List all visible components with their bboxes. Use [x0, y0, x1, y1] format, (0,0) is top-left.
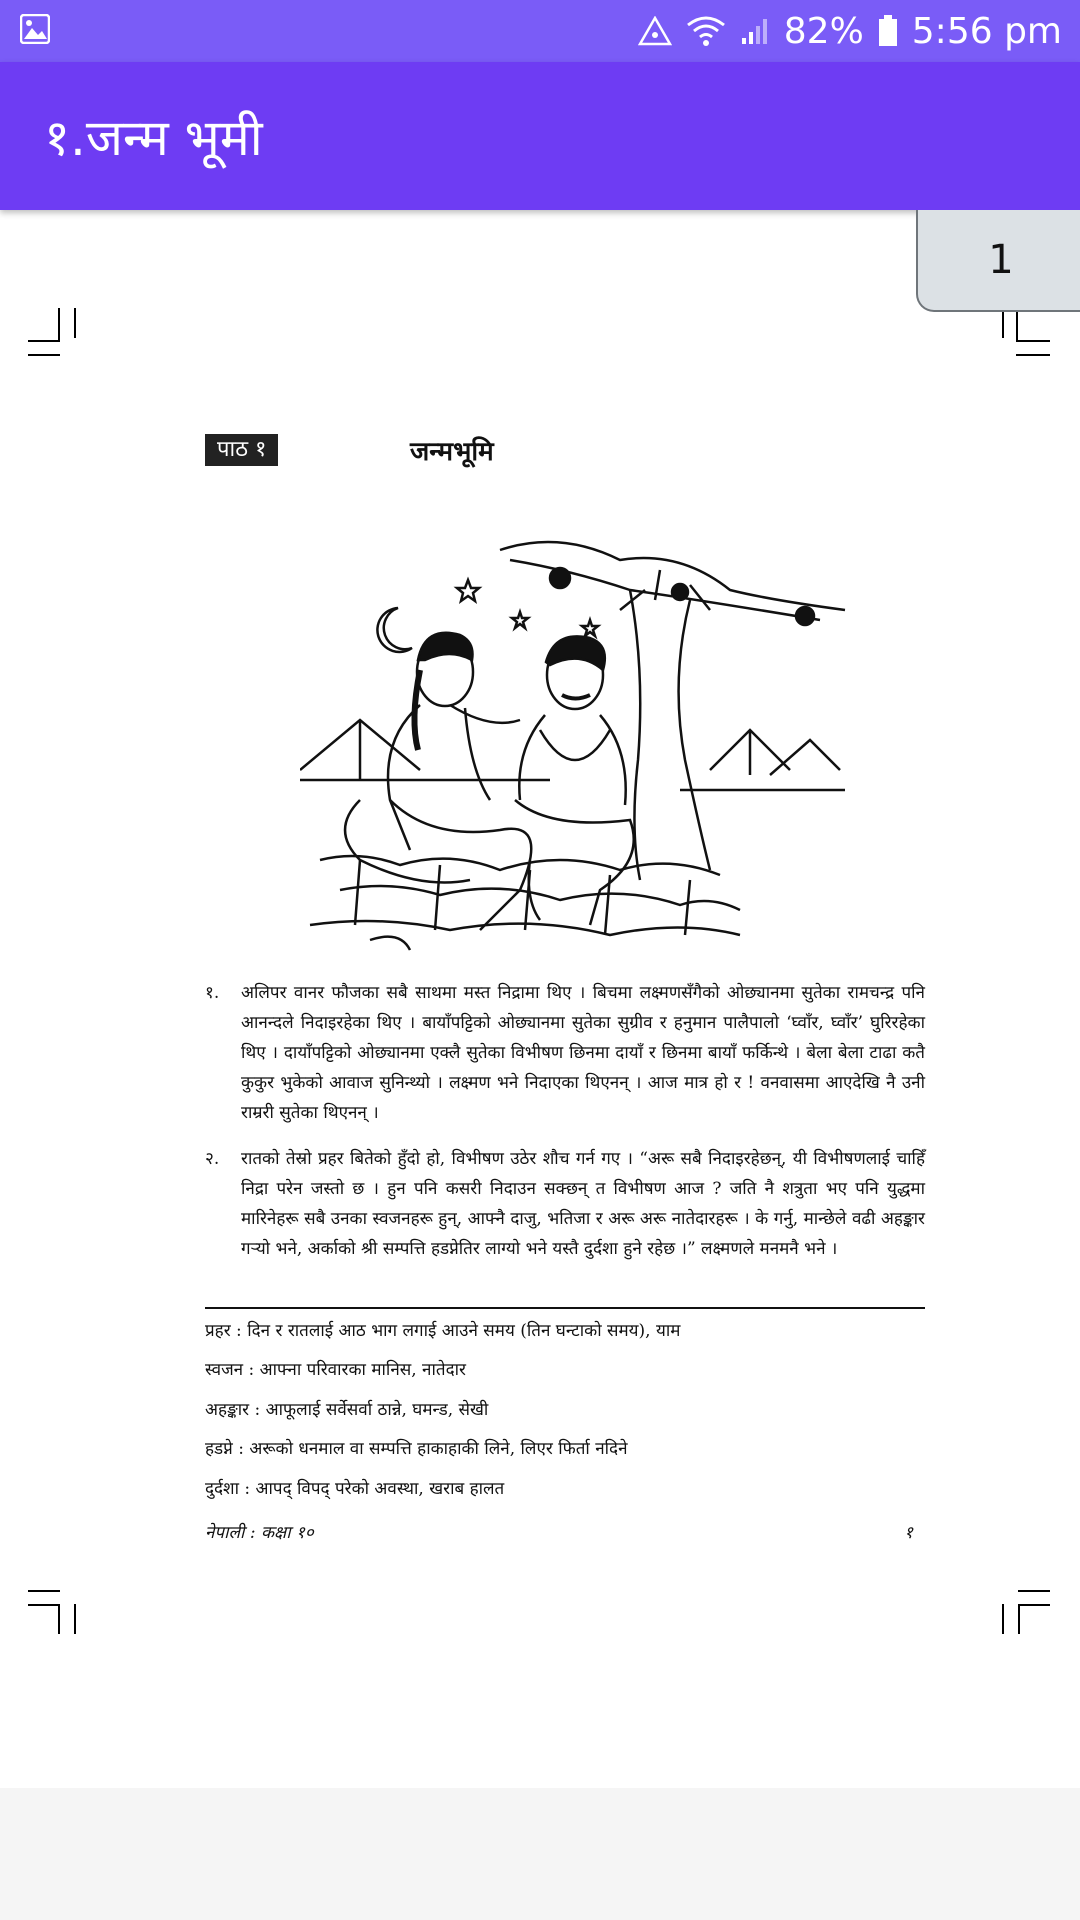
status-bar [0, 0, 1080, 62]
crop-mark-top-right [998, 308, 1058, 368]
paragraph-text: अलिपर वानर फौजका सबै साथमा मस्त निद्रामा थिए । बिचमा लक्ष्मणसँगैको ओछ्यानमा सुतेका रामचन्द्र पनि आनन्दले निदाइरहेका थिए । बायाँपट्टिको ओछ्यानमा सुतेका सुग्रीव र हनुमान पालैपालो ‘घ्वाँर, घ्वाँर’ घुरिरहेका थिए । दायाँपट्टिको ओछ्यानमा एक्लै सुतेका विभीषण छिनमा दायाँ र छिनमा बायाँ फर्किन्थे । बेला बेला टाढा कतै कुकुर भुकेको आवाज सुनिन्थ्यो । लक्ष्मण भने निदाएका थिएनन् । आज मात्र हो र ! वनवासमा आएदेखि नै उनी राम्ररी सुतेका थिएनन् । [241, 983, 925, 1123]
page-number: 1 [988, 237, 1014, 283]
crop-mark-bottom-right [998, 1590, 1058, 1650]
app-bar [0, 62, 1080, 210]
crop-mark-top-left [28, 308, 88, 368]
crop-mark-bottom-left [28, 1590, 88, 1650]
glossary-item: स्वजन : आफ्ना परिवारका मानिस, नातेदार [205, 1360, 466, 1380]
battery-icon [878, 15, 898, 47]
hotspot-icon [638, 16, 672, 46]
page-title: १.जन्म भूमी [44, 109, 263, 167]
document-page[interactable] [0, 210, 1080, 1788]
lesson-badge: पाठ १ [205, 434, 278, 466]
paragraph-number: १. [205, 983, 220, 1003]
paragraph-1 [205, 978, 925, 1128]
paragraph-number: २. [205, 1149, 220, 1169]
footer-page-number: १ [904, 1523, 913, 1543]
page-footer [205, 1520, 913, 1543]
page-number-tab[interactable] [916, 210, 1080, 312]
lesson-title: जन्मभूमि [410, 437, 494, 467]
signal-icon [740, 16, 770, 46]
glossary-item: अहङ्कार : आफूलाई सर्वेसर्वा ठान्ने, घमन्ड, सेखी [205, 1400, 489, 1420]
battery-percent: 82% [783, 10, 864, 52]
glossary-item: दुर्दशा : आपद् विपद् परेको अवस्था, खराब हालत [205, 1479, 505, 1499]
gallery-icon [20, 14, 50, 48]
glossary-item: प्रहर : दिन र रातलाई आठ भाग लगाई आउने समय (तिन घन्टाको समय), याम [205, 1321, 681, 1341]
footer-subject: नेपाली : कक्षा १० [205, 1523, 314, 1543]
wifi-icon [686, 15, 726, 47]
bottom-empty-area [0, 1788, 1080, 1920]
paragraph-text: रातको तेस्रो प्रहर बितेको हुँदो हो, विभीषण उठेर शौच गर्न गए । “अरू सबै निदाइरहेछन्, यी विभीषणलाई चाहिँ निद्रा परेन जस्तो छ । हुन पनि कसरी निदाउन सक्छन् त विभीषण आज ? जति नै शत्रुता भए पनि युद्धमा मारिनेहरू सबै उनका स्वजनहरू हुन्, आफ्नै दाजु, भतिजा र अरू अरू नातेदारहरू । के गर्नु, मान्छेले वढी अहङ्कार गऱ्यो भने, अर्काको श्री सम्पत्ति हडप्नेतिर लाग्यो भने यस्तै दुर्दशा हुने रहेछ ।” लक्ष्मणले मनमनै भने । [241, 1149, 925, 1259]
glossary-item: हडप्ने : अरूको धनमाल वा सम्पत्ति हाकाहाकी लिने, लिएर फिर्ता नदिने [205, 1439, 628, 1459]
clock: 5:56 pm [911, 10, 1062, 52]
divider [205, 1307, 925, 1309]
lesson-illustration [300, 530, 860, 970]
paragraph-2 [205, 1144, 925, 1264]
